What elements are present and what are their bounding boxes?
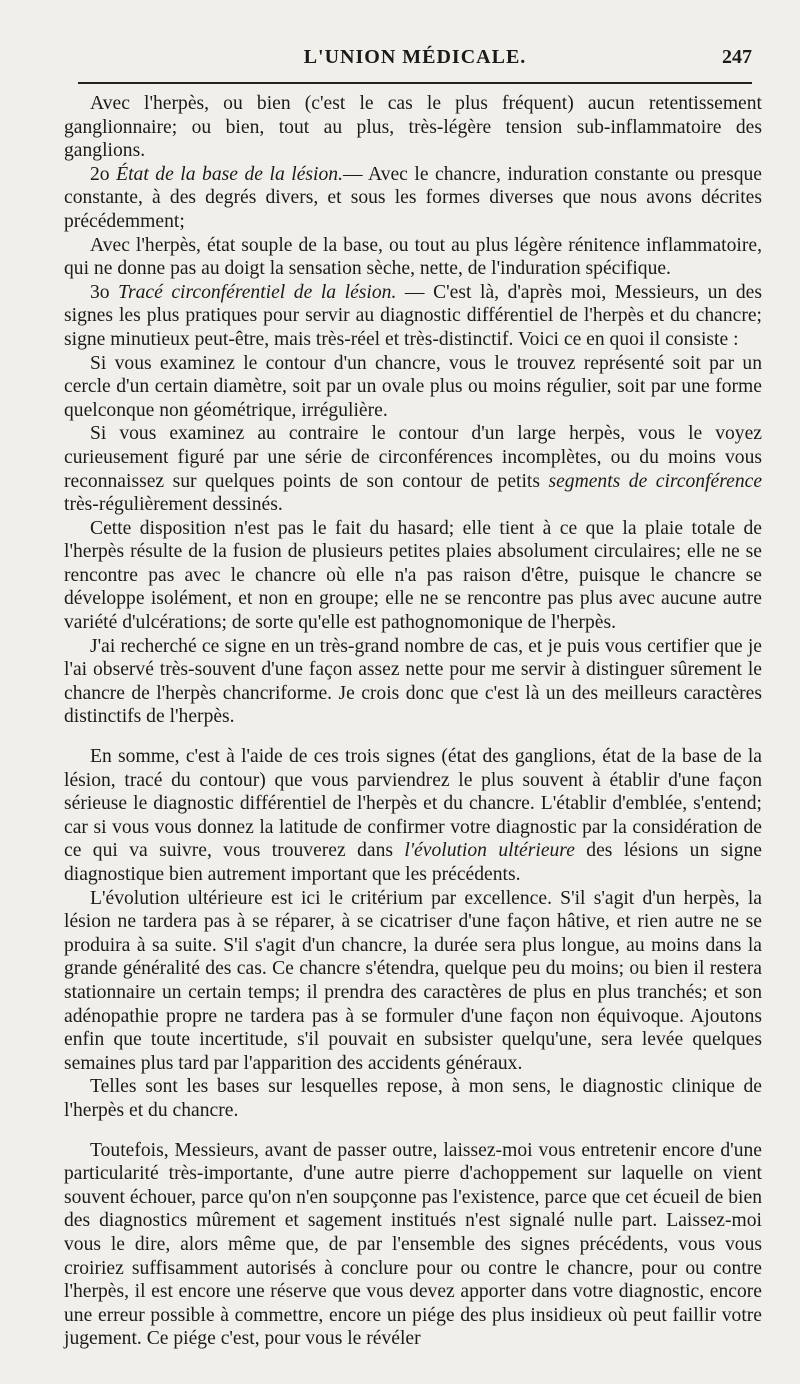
text-run: J'ai recherché ce signe en un très-grand nombre de cas, et je puis vous certifier que je l'ai observé très-souvent d'une façon assez nette pour me servir à distinguer sûrement le chancre de l'herpès chancriforme. Je crois donc que c'est là un des meilleurs caractères distinctifs de l'herpès.	[64, 635, 762, 728]
text-run: Cette disposition n'est pas le fait du hasard; elle tient à ce que la plaie totale de l'herpès résulte de la fusion de plusieurs petites plaies absolument circulaires; elle ne se rencontre pas avec le chancre où elle n'a pas raison d'être, puisque le chancre se développe isolément, et non en groupe; elle ne se rencontre pas plus avec aucune autre variété d'ulcérations; de sorte qu'elle est pathognomonique de l'herpès.	[64, 517, 762, 634]
paragraph	[64, 1075, 762, 1122]
text-run: Avec l'herpès, état souple de la base, ou tout au plus légère rénitence inflammatoire, qui ne donne pas au doigt la sensation sèche, nette, de l'induration spécifique.	[64, 234, 762, 280]
italic-text: État de la base de la lésion.	[116, 163, 343, 185]
paragraph	[64, 163, 762, 234]
text-run: très-régulièrement dessinés.	[64, 494, 283, 516]
text-run: — Avec le chancre, induration constante ou presque constante, à des degrés divers, et sous les formes diverses que nous avons décrites précédemment;	[64, 163, 762, 232]
body-text	[64, 92, 762, 1351]
paragraph	[64, 745, 762, 887]
text-run: L'évolution ultérieure est ici le critérium par excellence. S'il s'agit d'un herpès, la lésion ne tardera pas à se réparer, à se cicatriser d'une façon hâtive, et rien autre ne se produira à sa suite. S'il s'agit d'un chancre, la durée sera plus longue, au moins dans la grande généralité des cas. Ce chancre s'étendra, quelque peu du moins; ou bien il restera stationnaire un certain temps; il prendra des caractères de plus en plus tranchés; et son adénopathie propre ne tardera pas à se formuler d'une façon non équivoque. Ajoutons enfin que toute incertitude, s'il pouvait en subsister quelqu'une, sera levée quelques semaines plus tard par l'apparition des accidents généraux.	[64, 887, 762, 1074]
paragraph	[64, 234, 762, 281]
paragraph	[64, 352, 762, 423]
text-run: Telles sont les bases sur lesquelles repose, à mon sens, le diagnostic clinique de l'herpès et du chancre.	[64, 1076, 762, 1121]
text-run: 2o	[90, 163, 117, 185]
text-run: 3o	[90, 281, 119, 303]
italic-text: Tracé circonférentiel de la lésion.	[118, 281, 397, 303]
text-run: Si vous examinez au contraire le contour d'un large herpès, vous le voyez curieusement figuré par une série de circonférences incomplètes, ou du moins vous reconnaissez sur quelques points de son contour de petits	[64, 423, 762, 492]
text-run: Avec l'herpès, ou bien (c'est le cas le plus fréquent) aucun retentissement ganglionnaire; ou bien, tout au plus, très-légère tension sub-inflammatoire des ganglions.	[64, 93, 762, 162]
italic-text: segments de circonférence	[548, 470, 763, 492]
text-run: Si vous examinez le contour d'un chancre, vous le trouvez représenté soit par un cercle d'un certain diamètre, soit par un ovale plus ou moins régulier, soit par une forme quelconque non géométrique, irrégulière.	[64, 352, 762, 421]
paragraph	[64, 92, 762, 163]
text-run: Toutefois, Messieurs, avant de passer outre, laissez-moi vous entretenir encore d'une particularité très-importante, d'une autre pierre d'achoppement sur laquelle on vient souvent échouer, parce qu'on n'en soupçonne pas l'existence, parce que cet écueil de bien des diagnostics mûrement et sagement institués n'est signalé nulle part. Laissez-moi vous le dire, alors même que, de par l'ensemble des signes précédents, vous vous croiriez suffisamment autorisés à conclure pour ou contre le chancre, pour ou contre l'herpès, il est encore une réserve que vous devez apporter dans votre diagnostic, encore une erreur possible à commettre, encore un piége des plus insidieux où peut faillir votre jugement. Ce piége c'est, pour vous le révéler	[64, 1139, 762, 1350]
paragraph	[64, 635, 762, 729]
text-run: des lésions un signe diagnostique bien autrement important que les précédents.	[64, 840, 763, 885]
page-number: 247	[722, 46, 752, 68]
header-rule	[78, 82, 752, 84]
text-run: En somme, c'est à l'aide de ces trois signes (état des ganglions, état de la base de la lésion, tracé du contour) que vous parviendrez le plus souvent à établir d'une façon sérieuse le diagnostic différentiel de l'herpès et du chancre. L'établir d'emblée, s'entend; car si vous vous donnez la latitude de confirmer votre diagnostic par la considération de ce qui va suivre, vous trouverez dans	[64, 746, 762, 862]
paragraph	[64, 281, 762, 352]
text-run: — C'est là, d'après moi, Messieurs, un des signes les plus pratiques pour servir au diagnostic différentiel de l'herpès et du chancre; signe minutieux peut-être, mais très-réel et très-distinctif. Voici ce en quoi il consiste :	[64, 281, 762, 350]
paragraph	[64, 422, 762, 516]
paragraph	[64, 1139, 762, 1351]
running-title: L'UNION MÉDICALE.	[303, 46, 527, 68]
paragraph	[64, 517, 762, 635]
italic-text: l'évolution ultérieure	[404, 840, 575, 862]
paragraph	[64, 887, 762, 1076]
page-header	[78, 44, 752, 74]
